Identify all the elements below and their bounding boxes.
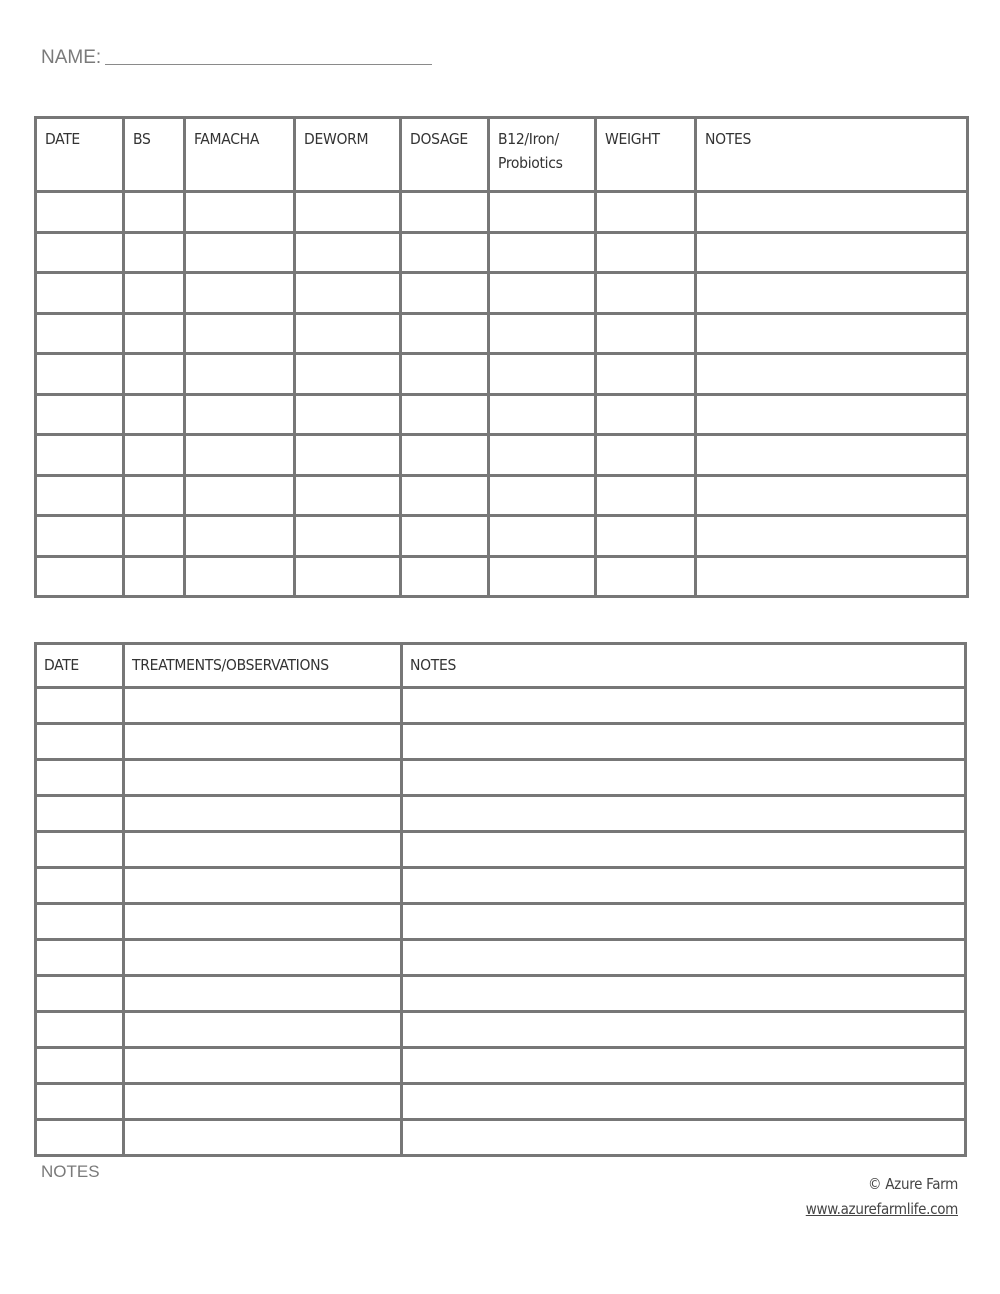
table-row — [36, 273, 968, 314]
health-table-entry-cell[interactable] — [124, 354, 185, 395]
table-row — [36, 904, 966, 940]
health-table-entry-cell[interactable] — [489, 192, 596, 233]
table-row — [36, 1048, 966, 1084]
health-table-entry-cell[interactable] — [124, 475, 185, 516]
treatment-table-entry-cell[interactable] — [36, 904, 124, 940]
health-table-entry-cell[interactable] — [124, 394, 185, 435]
treatment-table-entry-cell[interactable] — [36, 796, 124, 832]
health-table-entry-cell[interactable] — [489, 475, 596, 516]
treatment-table-entry-cell[interactable] — [36, 1120, 124, 1156]
health-table-entry-cell[interactable] — [401, 435, 489, 476]
table-row — [36, 394, 968, 435]
health-table-entry-cell[interactable] — [185, 516, 295, 557]
health-table-entry-cell[interactable] — [295, 394, 401, 435]
treatment-table-entry-cell[interactable] — [124, 976, 402, 1012]
treatment-table-header-cell: DATE — [36, 644, 124, 688]
table-row — [36, 516, 968, 557]
health-table-entry-cell[interactable] — [401, 273, 489, 314]
health-table-entry-cell[interactable] — [185, 556, 295, 597]
health-table-entry-cell[interactable] — [596, 192, 696, 233]
treatment-table-entry-cell[interactable] — [124, 904, 402, 940]
health-table-entry-cell[interactable] — [596, 516, 696, 557]
health-table-entry-cell[interactable] — [36, 516, 124, 557]
health-table-entry-cell[interactable] — [185, 354, 295, 395]
health-table-entry-cell[interactable] — [295, 232, 401, 273]
health-table-entry-cell[interactable] — [489, 394, 596, 435]
health-table-header-cell: WEIGHT — [596, 118, 696, 192]
name-label: NAME: — [41, 47, 102, 68]
health-table-entry-cell[interactable] — [596, 232, 696, 273]
health-table-entry-cell[interactable] — [401, 556, 489, 597]
table-row — [36, 760, 966, 796]
treatment-table-body — [36, 688, 966, 1156]
treatment-table-entry-cell[interactable] — [402, 1012, 966, 1048]
treatment-table-entry-cell[interactable] — [124, 724, 402, 760]
treatment-table-entry-cell[interactable] — [36, 688, 124, 724]
health-table-entry-cell[interactable] — [401, 313, 489, 354]
health-table-entry-cell[interactable] — [696, 273, 968, 314]
health-table-entry-cell[interactable] — [124, 516, 185, 557]
health-table-entry-cell[interactable] — [596, 556, 696, 597]
health-table-entry-cell[interactable] — [696, 475, 968, 516]
notes-label: NOTES — [41, 1162, 100, 1181]
health-table-entry-cell[interactable] — [36, 192, 124, 233]
table-row — [36, 940, 966, 976]
health-table-entry-cell[interactable] — [185, 435, 295, 476]
table-row — [36, 1084, 966, 1120]
health-table-entry-cell[interactable] — [124, 192, 185, 233]
table-row — [36, 475, 968, 516]
health-table-header-row — [36, 118, 968, 192]
table-row — [36, 1012, 966, 1048]
treatment-table-entry-cell[interactable] — [124, 940, 402, 976]
treatment-table-entry-cell[interactable] — [402, 1048, 966, 1084]
health-table-entry-cell[interactable] — [185, 394, 295, 435]
health-table-entry-cell[interactable] — [185, 192, 295, 233]
health-table-entry-cell[interactable] — [295, 435, 401, 476]
health-table-header-cell: DATE — [36, 118, 124, 192]
treatment-table-entry-cell[interactable] — [402, 1084, 966, 1120]
health-table-entry-cell[interactable] — [489, 354, 596, 395]
table-row — [36, 435, 968, 476]
treatment-table-entry-cell[interactable] — [36, 1084, 124, 1120]
treatment-table-entry-cell[interactable] — [402, 976, 966, 1012]
treatment-table-entry-cell[interactable] — [124, 1012, 402, 1048]
health-table-entry-cell[interactable] — [36, 232, 124, 273]
treatment-table-header-cell: NOTES — [402, 644, 966, 688]
treatment-table-header-row — [36, 644, 966, 688]
health-table-entry-cell[interactable] — [596, 394, 696, 435]
treatment-table-entry-cell[interactable] — [36, 760, 124, 796]
health-table-entry-cell[interactable] — [36, 313, 124, 354]
health-table-entry-cell[interactable] — [696, 394, 968, 435]
health-table-body — [36, 192, 968, 597]
treatment-table-entry-cell[interactable] — [36, 976, 124, 1012]
treatment-table-entry-cell[interactable] — [124, 796, 402, 832]
health-table-entry-cell[interactable] — [36, 354, 124, 395]
table-row — [36, 313, 968, 354]
website-link[interactable]: www.azurefarmlife.com — [805, 1200, 958, 1218]
health-table-header-cell: NOTES — [696, 118, 968, 192]
table-row — [36, 192, 968, 233]
treatment-table-entry-cell[interactable] — [402, 940, 966, 976]
health-table-entry-cell[interactable] — [185, 232, 295, 273]
health-table-entry-cell[interactable] — [124, 273, 185, 314]
treatment-table-entry-cell[interactable] — [124, 1048, 402, 1084]
health-table-entry-cell[interactable] — [36, 273, 124, 314]
health-table-entry-cell[interactable] — [401, 232, 489, 273]
health-table-header-cell: BS — [124, 118, 185, 192]
treatment-table-entry-cell[interactable] — [402, 1120, 966, 1156]
health-table-header-cell: DEWORM — [295, 118, 401, 192]
health-table-entry-cell[interactable] — [401, 354, 489, 395]
treatment-table-entry-cell[interactable] — [124, 760, 402, 796]
table-row — [36, 1120, 966, 1156]
health-table-entry-cell[interactable] — [295, 475, 401, 516]
health-table-entry-cell[interactable] — [596, 435, 696, 476]
health-table-entry-cell[interactable] — [696, 192, 968, 233]
health-table-entry-cell[interactable] — [124, 232, 185, 273]
health-table-header-cell: DOSAGE — [401, 118, 489, 192]
health-table-entry-cell[interactable] — [124, 313, 185, 354]
copyright-text: © Azure Farm — [868, 1175, 958, 1193]
table-row — [36, 976, 966, 1012]
health-table-entry-cell[interactable] — [489, 273, 596, 314]
treatment-table-entry-cell[interactable] — [402, 760, 966, 796]
name-field-line[interactable] — [105, 64, 432, 65]
treatment-table-header-cell: TREATMENTS/OBSERVATIONS — [124, 644, 402, 688]
health-record-table — [34, 116, 969, 598]
treatment-table — [34, 642, 967, 1157]
treatment-table-entry-cell[interactable] — [124, 1120, 402, 1156]
health-table-entry-cell[interactable] — [696, 435, 968, 476]
health-table-entry-cell[interactable] — [401, 475, 489, 516]
treatment-table-entry-cell[interactable] — [402, 904, 966, 940]
health-table-entry-cell[interactable] — [696, 354, 968, 395]
health-table-header-cell: B12/Iron/ Probiotics — [489, 118, 596, 192]
health-table-entry-cell[interactable] — [185, 273, 295, 314]
health-table-entry-cell[interactable] — [124, 435, 185, 476]
health-table-entry-cell[interactable] — [36, 394, 124, 435]
health-table-entry-cell[interactable] — [696, 313, 968, 354]
health-table-entry-cell[interactable] — [489, 435, 596, 476]
treatment-table-entry-cell[interactable] — [402, 796, 966, 832]
treatment-table-entry-cell[interactable] — [402, 724, 966, 760]
treatment-table-entry-cell[interactable] — [36, 1012, 124, 1048]
table-row — [36, 232, 968, 273]
health-table-entry-cell[interactable] — [489, 232, 596, 273]
health-table-entry-cell[interactable] — [295, 354, 401, 395]
health-table-entry-cell[interactable] — [295, 516, 401, 557]
health-table-entry-cell[interactable] — [295, 192, 401, 233]
health-table-entry-cell[interactable] — [295, 313, 401, 354]
treatment-table-entry-cell[interactable] — [402, 868, 966, 904]
health-table-entry-cell[interactable] — [596, 354, 696, 395]
health-table-entry-cell[interactable] — [295, 273, 401, 314]
health-table-entry-cell[interactable] — [401, 192, 489, 233]
treatment-table-entry-cell[interactable] — [36, 940, 124, 976]
health-table-entry-cell[interactable] — [489, 313, 596, 354]
health-table-entry-cell[interactable] — [596, 273, 696, 314]
treatment-table-entry-cell[interactable] — [124, 832, 402, 868]
health-table-entry-cell[interactable] — [596, 475, 696, 516]
health-table-entry-cell[interactable] — [489, 516, 596, 557]
health-table-entry-cell[interactable] — [401, 394, 489, 435]
table-row — [36, 868, 966, 904]
table-row — [36, 354, 968, 395]
treatment-table-entry-cell[interactable] — [402, 688, 966, 724]
treatment-table-entry-cell[interactable] — [36, 832, 124, 868]
treatment-table-entry-cell[interactable] — [124, 688, 402, 724]
table-row — [36, 688, 966, 724]
health-table-entry-cell[interactable] — [185, 313, 295, 354]
treatment-table-entry-cell[interactable] — [124, 1084, 402, 1120]
health-table-entry-cell[interactable] — [489, 556, 596, 597]
treatment-table-entry-cell[interactable] — [124, 868, 402, 904]
health-table-entry-cell[interactable] — [124, 556, 185, 597]
health-table-entry-cell[interactable] — [36, 556, 124, 597]
health-table-entry-cell[interactable] — [596, 313, 696, 354]
health-table-header-cell: FAMACHA — [185, 118, 295, 192]
table-row — [36, 832, 966, 868]
table-row — [36, 724, 966, 760]
health-table-entry-cell[interactable] — [36, 435, 124, 476]
treatment-table-entry-cell[interactable] — [36, 868, 124, 904]
health-table-entry-cell[interactable] — [185, 475, 295, 516]
treatment-table-entry-cell[interactable] — [402, 832, 966, 868]
health-table-entry-cell[interactable] — [401, 516, 489, 557]
health-table-entry-cell[interactable] — [295, 556, 401, 597]
treatment-table-entry-cell[interactable] — [36, 724, 124, 760]
treatment-table-entry-cell[interactable] — [36, 1048, 124, 1084]
health-table-entry-cell[interactable] — [696, 232, 968, 273]
health-table-entry-cell[interactable] — [696, 556, 968, 597]
table-row — [36, 796, 966, 832]
table-row — [36, 556, 968, 597]
health-table-entry-cell[interactable] — [36, 475, 124, 516]
health-table-entry-cell[interactable] — [696, 516, 968, 557]
